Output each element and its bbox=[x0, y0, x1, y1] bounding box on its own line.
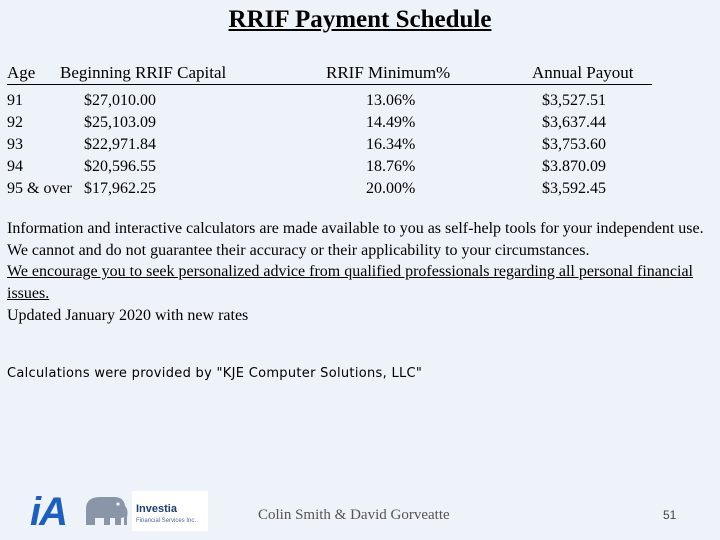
disclaimer-block bbox=[7, 218, 717, 327]
age-column bbox=[7, 90, 72, 200]
ia-logo bbox=[30, 490, 78, 534]
table-cell-age: 91 bbox=[7, 92, 23, 109]
investia-subtitle: Financial Services Inc. bbox=[136, 518, 197, 524]
footer-authors: Colin Smith & David Gorveatte bbox=[258, 507, 450, 523]
elephant-logo-icon bbox=[80, 491, 130, 531]
table-cell-capital: $25,103.09 bbox=[84, 114, 156, 131]
page-title: RRIF Payment Schedule bbox=[228, 6, 492, 33]
table-cell-minimum: 18.76% bbox=[366, 158, 416, 175]
table-cell-age: 94 bbox=[7, 158, 23, 175]
page-number: 51 bbox=[663, 508, 677, 522]
payout-column bbox=[542, 90, 606, 200]
investia-brand: Investia bbox=[136, 503, 177, 515]
table-cell-minimum: 14.49% bbox=[366, 114, 416, 131]
minimum-column bbox=[366, 90, 415, 200]
table-cell-payout: $3,527.51 bbox=[542, 92, 606, 109]
table-cell-capital: $27,010.00 bbox=[84, 92, 156, 109]
table-cell-capital: $22,971.84 bbox=[84, 136, 156, 153]
table-cell-payout: $3,753.60 bbox=[542, 136, 606, 153]
ia-logo-text: iA bbox=[30, 490, 66, 534]
header-minimum: RRIF Minimum% bbox=[326, 63, 451, 82]
table-cell-minimum: 20.00% bbox=[366, 180, 416, 197]
table-cell-minimum: 16.34% bbox=[366, 136, 416, 153]
table-cell-payout: $3,592.45 bbox=[542, 180, 606, 197]
header-underline bbox=[7, 84, 652, 85]
table-cell-payout: $3.870.09 bbox=[542, 158, 606, 175]
updated-note: Updated January 2020 with new rates bbox=[7, 306, 249, 324]
disclaimer-line: Information and interactive calculators are made available to you as self-help tools for your independent use. bbox=[7, 220, 704, 237]
header-payout: Annual Payout bbox=[532, 63, 634, 82]
disclaimer-line: We cannot and do not guarantee their accuracy or their applicability to your circumstances. bbox=[7, 241, 590, 259]
disclaimer-advice: We encourage you to seek personalized advice from qualified professionals regarding all personal financial issues. bbox=[7, 263, 693, 303]
table-cell-age: 93 bbox=[7, 136, 23, 153]
table-cell-payout: $3,637.44 bbox=[542, 114, 606, 131]
table-cell-minimum: 13.06% bbox=[366, 92, 416, 109]
investia-logo bbox=[132, 491, 208, 531]
capital-column bbox=[84, 90, 156, 200]
table-cell-capital: $20,596.55 bbox=[84, 158, 156, 175]
calculation-credit: Calculations were provided by "KJE Computer Solutions, LLC" bbox=[7, 366, 423, 381]
table-cell-capital: $17,962.25 bbox=[84, 180, 156, 197]
header-capital: Beginning RRIF Capital bbox=[60, 63, 227, 82]
header-age: Age bbox=[7, 63, 36, 82]
table-cell-age: 95 & over bbox=[7, 180, 72, 197]
table-cell-age: 92 bbox=[7, 114, 23, 131]
